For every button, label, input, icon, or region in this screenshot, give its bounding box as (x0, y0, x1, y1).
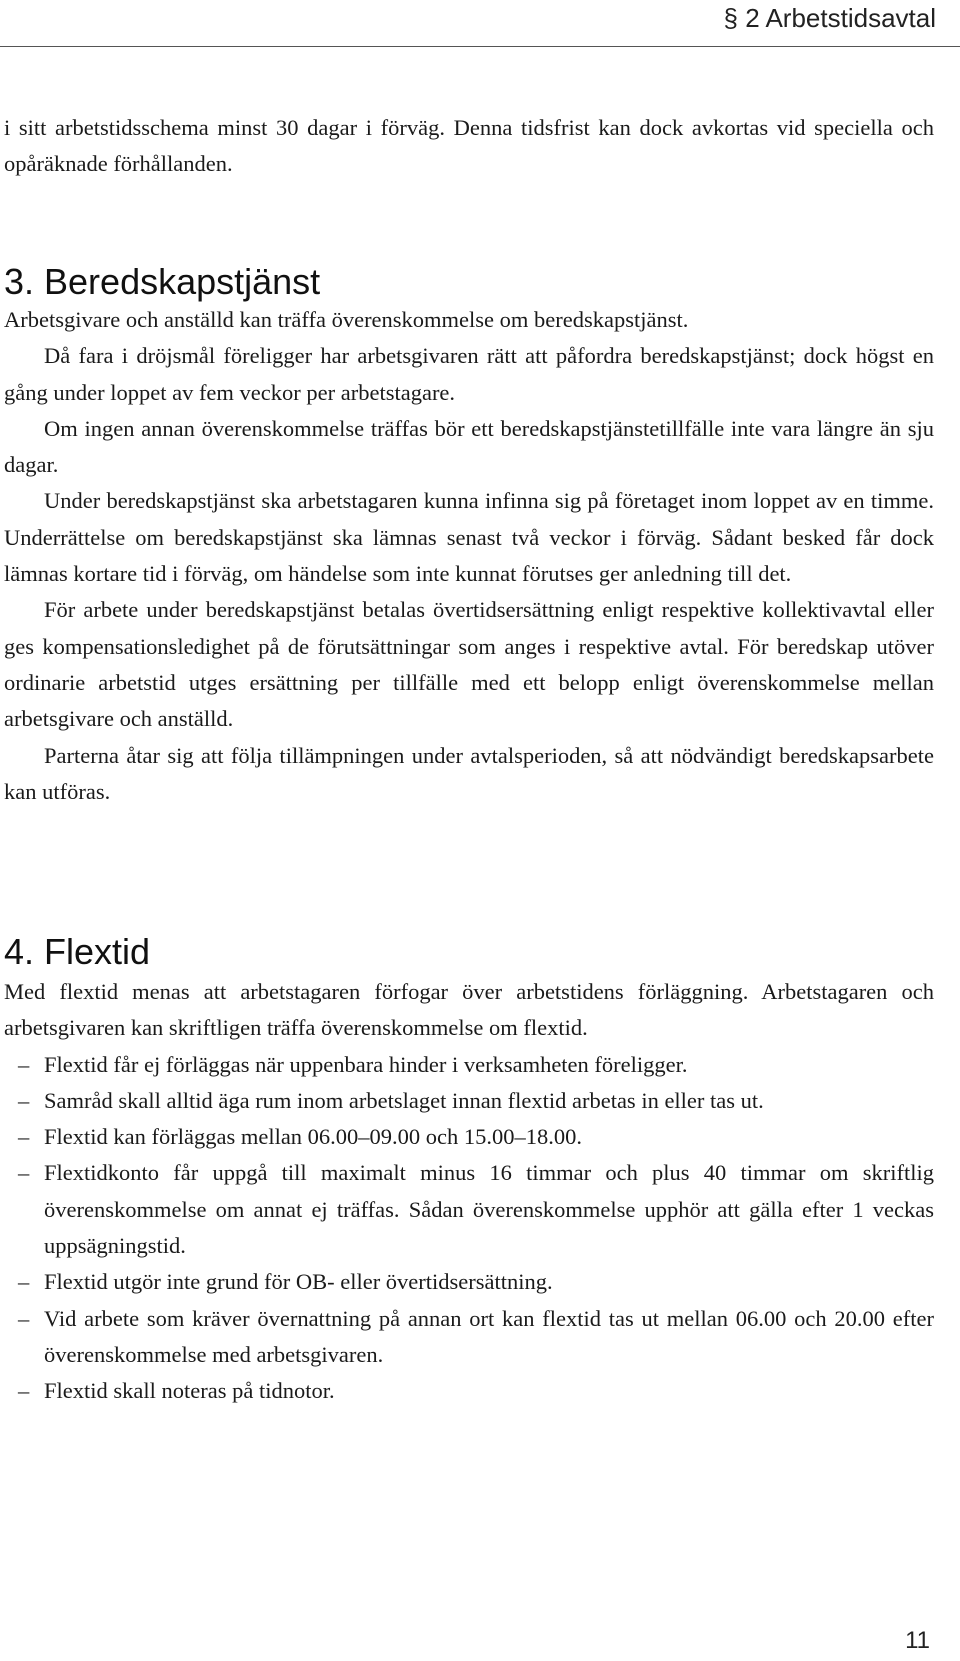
section-4-paragraph: Med flextid menas att arbetstagaren förfogar över arbetstidens förläggning. Arbetstagaren och arbetsgivaren kan skriftligen träffa överenskommelse om flextid. (4, 979, 934, 1041)
section-3-paragraph: Då fara i dröjsmål föreligger har arbetsgivaren rätt att påfordra beredskapstjänst; dock högst en gång under loppet av fem veckor per arbetstagare. (4, 343, 934, 405)
list-item-text: Flextid utgör inte grund för OB- eller övertidsersättning. (44, 1269, 553, 1295)
section-3-paragraph: För arbete under beredskapstjänst betalas övertidsersättning enligt respektive kollektivavtal eller ges kompensationsledighet på de förutsättningar som anges i respektive avtal. För beredskap utöver ordinarie arbetstid utges ersättning per tillfälle med ett belopp enligt överenskommelse mellan arbetsgivare och anställd. (4, 597, 934, 732)
dash-bullet: – (18, 1051, 30, 1077)
dash-bullet: – (18, 1160, 30, 1186)
section-4-heading: 4. Flextid (4, 931, 151, 972)
section-3-paragraph: Om ingen annan överenskommelse träffas bör ett beredskapstjänstetillfälle inte vara längre än sju dagar. (4, 415, 934, 478)
intro-block (4, 110, 934, 183)
list-item (4, 1264, 934, 1300)
list-item (4, 1301, 934, 1374)
section-3-paragraph: Under beredskapstjänst ska arbetstagaren kunna infinna sig på företaget inom loppet av en timme. Underrättelse om beredskapstjänst ska lämnas senast två veckor i förväg. Sådant besked får dock lämnas kortare tid i förväg, om händelse som inte kunnat förutses ger anledning till det. (4, 488, 934, 587)
dash-bullet: – (18, 1378, 30, 1404)
list-item-text: Flextid skall noteras på tidnotor. (44, 1378, 335, 1404)
list-item-text: Flextid kan förläggas mellan 06.00–09.00 och 15.00–18.00. (44, 1124, 583, 1150)
flextid-rules-list (4, 1047, 934, 1410)
dash-bullet: – (18, 1305, 30, 1331)
section-3-paragraph: Parterna åtar sig att följa tillämpningen under avtalsperioden, så att nödvändigt beredskapsarbete kan utföras. (4, 742, 934, 804)
list-item (4, 1083, 934, 1119)
list-item-text: Flextidkonto får uppgå till maximalt minus 16 timmar och plus 40 timmar om skriftlig överenskommelse om annat ej träffas. Sådan överenskommelse upphör att gälla efter 1 veckas uppsägningstid. (44, 1160, 934, 1259)
dash-bullet: – (18, 1087, 30, 1113)
dash-bullet: – (18, 1124, 30, 1150)
header-rule (0, 46, 960, 47)
list-item-text: Vid arbete som kräver övernattning på annan ort kan flextid tas ut mellan 06.00 och 20.00 efter överenskommelse med arbetsgivaren. (44, 1305, 934, 1367)
list-item (4, 1373, 934, 1409)
section-3-paragraph: Arbetsgivare och anställd kan träffa överenskommelse om beredskapstjänst. (4, 307, 689, 332)
section-3-body (4, 302, 934, 810)
page-number: 11 (905, 1627, 930, 1654)
dash-bullet: – (18, 1269, 30, 1295)
list-item-text: Samråd skall alltid äga rum inom arbetslaget innan flextid arbetas in eller tas ut. (44, 1087, 764, 1113)
section-3-heading: 3. Beredskapstjänst (4, 261, 321, 302)
list-item (4, 1119, 934, 1155)
list-item (4, 1155, 934, 1264)
list-item-text: Flextid får ej förläggas när uppenbara hinder i verksamheten föreligger. (44, 1051, 688, 1077)
running-head: § 2 Arbetstidsavtal (723, 3, 936, 33)
list-item (4, 1047, 934, 1083)
intro-paragraph: i sitt arbetstidsschema minst 30 dagar i förväg. Denna tidsfrist kan dock avkortas vid speciella och opåräknade förhållanden. (4, 115, 934, 177)
section-4-body (4, 974, 934, 1410)
